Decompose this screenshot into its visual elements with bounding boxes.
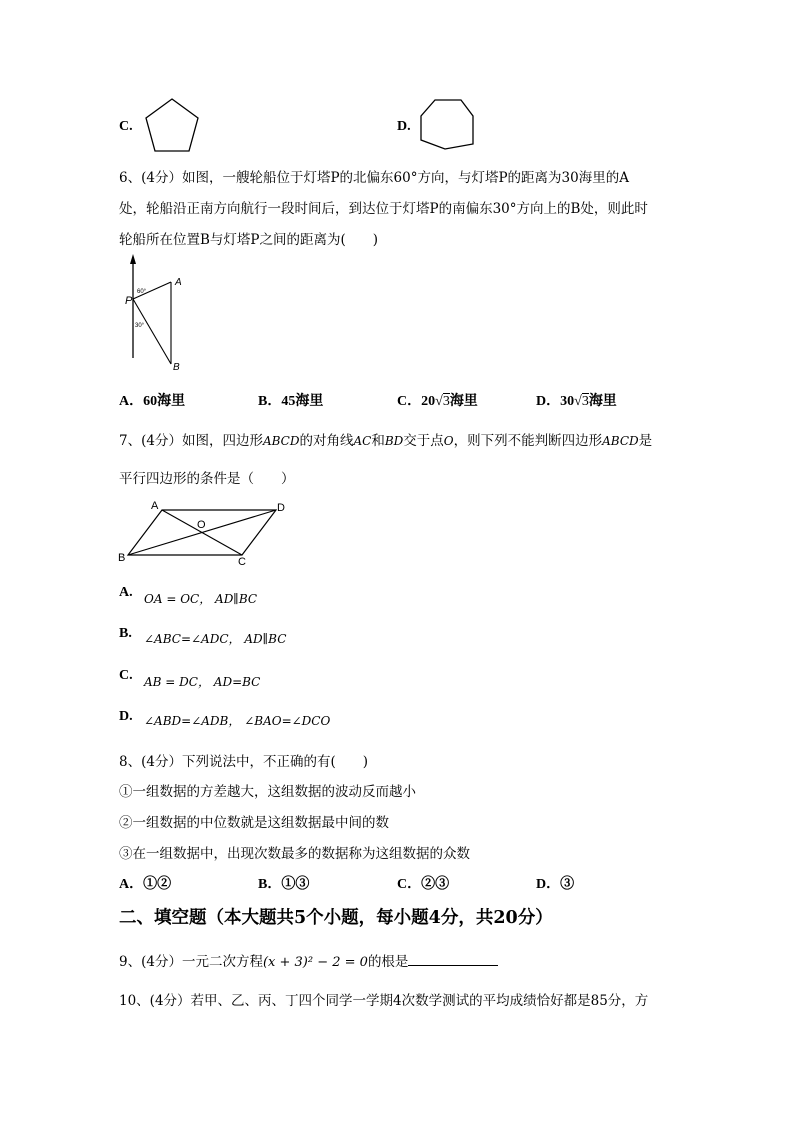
vertex-a-label: A xyxy=(151,500,159,512)
q7-parallelogram-figure xyxy=(114,497,294,569)
q7-math-bd: BD xyxy=(384,434,404,448)
q8-option-c-label: C． xyxy=(397,877,422,892)
q8-option-a-label: A． xyxy=(119,877,144,892)
q6-option-a-text: 60海里 xyxy=(143,394,186,409)
q7-text-e: 是 xyxy=(638,433,653,449)
q6-option-a[interactable] xyxy=(119,390,185,410)
q9-text-a: 9、(4分）一元二次方程 xyxy=(119,954,263,970)
vertex-c-label: C xyxy=(238,556,246,568)
q8-statement-3: ③在一组数据中，出现次数最多的数据称为这组数据的众数 xyxy=(119,846,470,862)
q7-option-d-label[interactable]: D. xyxy=(119,709,133,724)
q6-option-b[interactable] xyxy=(258,390,323,410)
q6-option-d-root: 3 xyxy=(581,394,589,409)
q7-option-a-label[interactable]: A. xyxy=(119,585,133,600)
q8-option-c-text: ②③ xyxy=(421,877,450,892)
q7-text-a: 7、(4分）如图，四边形 xyxy=(119,433,263,449)
q7-stem-line1 xyxy=(119,429,652,449)
hexagon-figure xyxy=(415,96,479,154)
q7-text-b: 的对角线 xyxy=(299,433,354,449)
q8-statement-1: ①一组数据的方差越大，这组数据的波动反而越小 xyxy=(119,784,416,800)
q6-stem-line2: 处，轮船沿正南方向航行一段时间后，到达位于灯塔P的南偏东30°方向上的B处，则此时 xyxy=(119,201,648,217)
q7-option-c-expr: AB = DC， AD=BC xyxy=(144,675,261,689)
q6-option-c-pre: 20 xyxy=(421,394,436,409)
label-a: A xyxy=(175,277,182,288)
q5-option-d-label: D. xyxy=(397,119,411,134)
label-p: P xyxy=(125,295,133,307)
q6-option-d-label: D． xyxy=(536,394,561,409)
q7-option-d-expr: ∠ABD=∠ADB， ∠BAO=∠DCO xyxy=(144,714,331,728)
q10-stem-line1: 10、(4分）若甲、乙、丙、丁四个同学一学期4次数学测试的平均成绩恰好都是85分，方 xyxy=(119,993,649,1009)
q7-option-b-label[interactable]: B. xyxy=(119,626,132,641)
q6-option-b-label: B． xyxy=(258,394,282,409)
q7-option-b-expr: ∠ABC=∠ADC， AD∥BC xyxy=(144,632,287,646)
segment-pb xyxy=(133,299,171,364)
section-heading-fill-in-blanks: 二、填空题（本大题共5个小题，每小题4分，共20分） xyxy=(119,908,553,928)
q6-stem-line3: 轮船所在位置B与灯塔P之间的距离为( ) xyxy=(119,232,379,248)
label-b: B xyxy=(173,362,180,373)
q9-answer-blank[interactable] xyxy=(408,953,498,966)
q8-option-b-label: B． xyxy=(258,877,282,892)
q8-option-a-text: ①② xyxy=(143,877,172,892)
angle-60-label: 60° xyxy=(137,289,147,295)
q8-statement-2: ②一组数据的中位数就是这组数据最中间的数 xyxy=(119,815,389,831)
q6-option-c[interactable] xyxy=(397,390,478,410)
q6-option-c-post: 海里 xyxy=(449,394,478,409)
q8-option-a[interactable] xyxy=(119,873,171,893)
q5-option-c-label: C. xyxy=(119,119,133,134)
q7-math-ac: AC xyxy=(353,434,372,448)
q7-text-and: 和 xyxy=(371,433,385,449)
angle-30-label: 30° xyxy=(135,323,145,329)
q7-math-abcd-2: ABCD xyxy=(602,434,639,448)
q7-text-d: ，则下列不能判断四边形 xyxy=(453,433,603,449)
q9-stem xyxy=(119,950,498,970)
q7-stem-line2: 平行四边形的条件是（ ） xyxy=(119,471,295,487)
q8-option-b-text: ①③ xyxy=(281,877,310,892)
q9-text-b: 的根是 xyxy=(367,954,409,970)
q6-stem-line1: 6、(4分）如图，一艘轮船位于灯塔P的北偏东60°方向，与灯塔P的距离为30海里的A xyxy=(119,170,629,186)
q6-option-b-text: 45海里 xyxy=(281,394,324,409)
q8-option-b[interactable] xyxy=(258,873,309,893)
sqrt-icon: √ xyxy=(435,394,443,409)
q9-equation: (x + 3)² − 2 = 0 xyxy=(262,955,368,970)
q8-option-d-text: ③ xyxy=(560,877,575,892)
q6-option-d-post: 海里 xyxy=(588,394,617,409)
q6-option-d[interactable] xyxy=(536,390,617,410)
q8-option-d[interactable] xyxy=(536,873,574,893)
center-o-label: O xyxy=(197,519,206,531)
q7-math-o: O xyxy=(443,434,454,448)
q7-option-c-label[interactable]: C. xyxy=(119,668,133,683)
vertex-b-label: B xyxy=(118,552,126,564)
pentagon-figure xyxy=(140,95,204,157)
q6-option-a-label: A． xyxy=(119,394,144,409)
north-arrow-icon xyxy=(130,254,136,264)
q8-option-d-label: D． xyxy=(536,877,561,892)
sqrt-icon: √ xyxy=(574,394,582,409)
q6-option-c-root: 3 xyxy=(442,394,450,409)
q6-option-c-label: C． xyxy=(397,394,422,409)
q8-stem: 8、(4分）下列说法中，不正确的有( ) xyxy=(119,754,368,770)
q6-lighthouse-figure xyxy=(118,252,198,376)
q7-text-c: 交于点 xyxy=(403,433,444,449)
vertex-d-label: D xyxy=(277,502,285,514)
q6-option-d-pre: 30 xyxy=(560,394,575,409)
q7-option-a-expr: OA = OC， AD∥BC xyxy=(144,592,258,606)
diagonal-bd xyxy=(128,510,276,555)
q8-option-c[interactable] xyxy=(397,873,449,893)
q7-math-abcd: ABCD xyxy=(262,434,300,448)
